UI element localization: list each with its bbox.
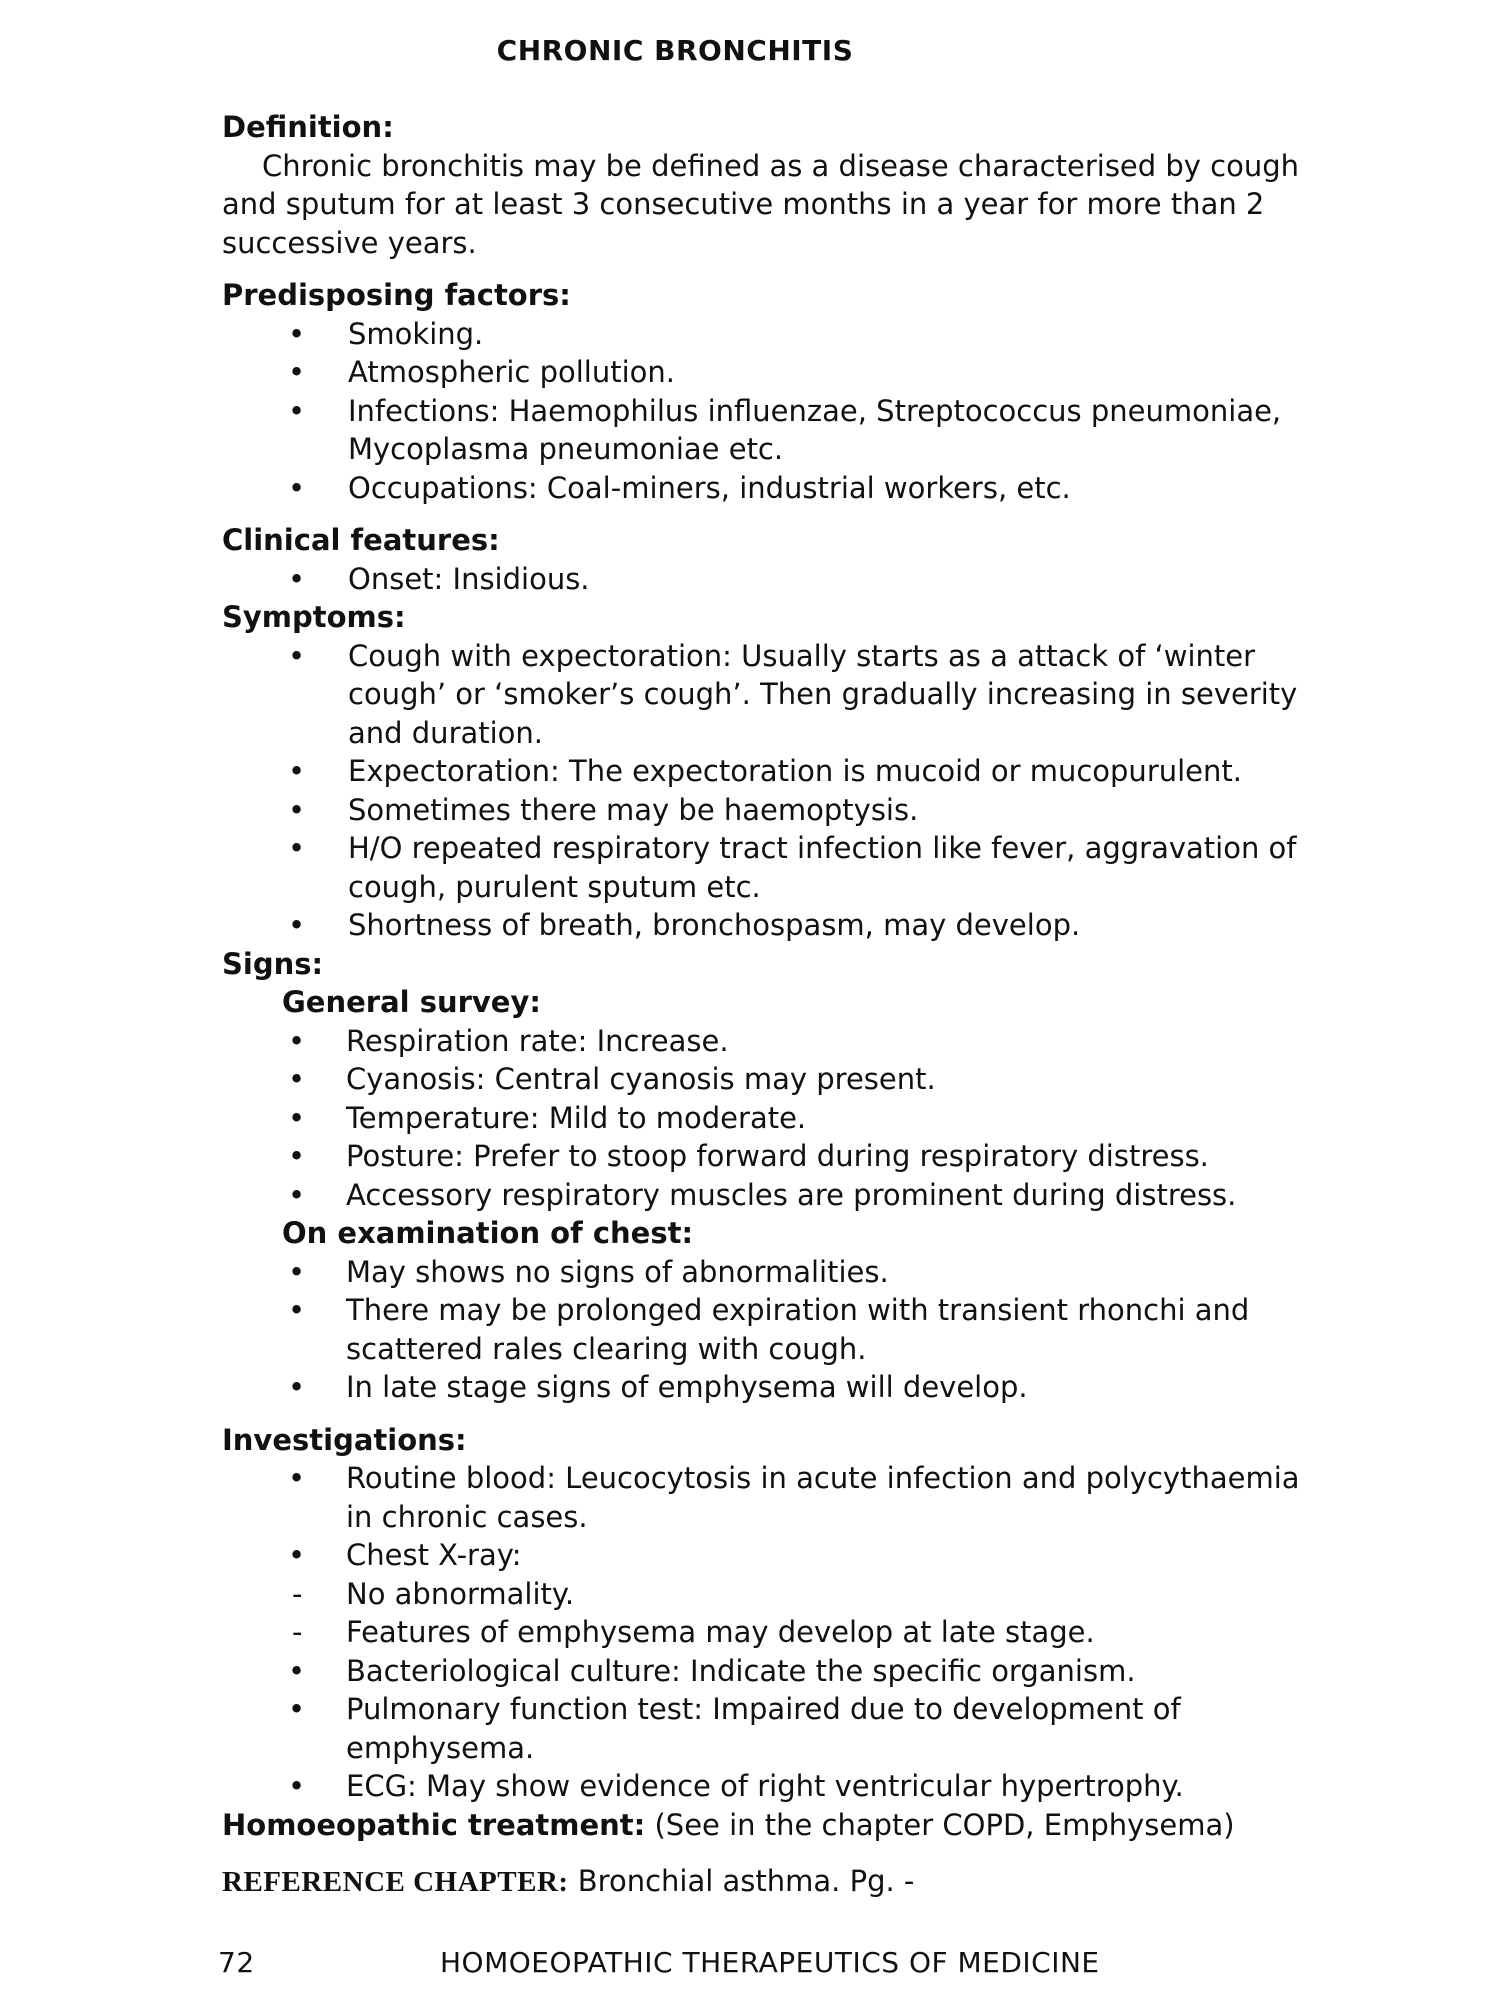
list-item: • In late stage signs of emphysema will develop. [222,1368,1322,1407]
page-number: 72 [218,1946,255,1979]
list-item: • Chest X-ray: [222,1536,1322,1575]
list-item: • Atmospheric pollution. [222,353,1322,392]
investigations-list [222,1459,1322,1806]
list-item: • Infections: Haemophilus influenzae, Streptococcus pneumoniae, Mycoplasma pneumoniae etc. [222,392,1322,469]
book-title: HOMOEOPATHIC THERAPEUTICS OF MEDICINE [440,1946,1100,1979]
list-item: • There may be prolonged expiration with transient rhonchi and scattered rales clearing with cough. [222,1291,1322,1368]
list-item: • Temperature: Mild to moderate. [222,1099,1322,1138]
chest-exam-heading: On examination of chest: [282,1216,694,1250]
list-item: - No abnormality. [222,1575,1322,1614]
clinical-heading: Clinical features: [222,523,500,557]
treatment-heading: Homoeopathic treatment: [222,1807,646,1842]
definition-text: Chronic bronchitis may be defined as a disease characterised by cough and sputum for at least 3 consecutive months in a year for more than 2 successive years. [222,148,1300,260]
list-item: • Accessory respiratory muscles are prominent during distress. [222,1176,1322,1215]
list-item: - Features of emphysema may develop at late stage. [222,1613,1322,1652]
list-item: • Expectoration: The expectoration is mucoid or mucopurulent. [222,752,1322,791]
list-item: • H/O repeated respiratory tract infection like fever, aggravation of cough, purulent sputum etc. [222,829,1322,906]
list-item: • ECG: May show evidence of right ventricular hypertrophy. [222,1767,1322,1806]
predisposing-list [222,315,1322,508]
reference-label: REFERENCE CHAPTER: [222,1866,569,1898]
general-survey-list [222,1022,1322,1215]
list-item: • Bacteriological culture: Indicate the specific organism. [222,1652,1322,1691]
treatment-text: (See in the chapter COPD, Emphysema) [654,1807,1235,1842]
list-item: • Sometimes there may be haemoptysis. [222,791,1322,830]
list-item: • Routine blood: Leucocytosis in acute infection and polycythaemia in chronic cases. [222,1459,1322,1536]
list-item: • Pulmonary function test: Impaired due to development of emphysema. [222,1690,1322,1767]
list-item: • Respiration rate: Increase. [222,1022,1322,1061]
signs-heading: Signs: [222,946,324,981]
general-survey-heading: General survey: [282,985,541,1019]
clinical-list [222,560,1322,599]
definition-heading: Definition: [222,110,394,144]
list-item: • Cough with expectoration: Usually starts as a attack of ‘winter cough’ or ‘smoker’s cough’. Then gradually increasing in severity and duration. [222,637,1322,753]
list-item: • Occupations: Coal-miners, industrial workers, etc. [222,469,1322,508]
page-content [222,108,1322,1902]
reference-text: Bronchial asthma. Pg. - [577,1864,915,1898]
symptoms-heading: Symptoms: [222,600,406,634]
list-item: • Shortness of breath, bronchospasm, may develop. [222,906,1322,945]
chest-exam-list [222,1253,1322,1407]
list-item: • Posture: Prefer to stoop forward during respiratory distress. [222,1137,1322,1176]
predisposing-heading: Predisposing factors: [222,278,571,312]
list-item: • Smoking. [222,315,1322,354]
page-title: CHRONIC BRONCHITIS [496,34,854,67]
list-item: • Onset: Insidious. [222,560,1322,599]
list-item: • May shows no signs of abnormalities. [222,1253,1322,1292]
list-item: • Cyanosis: Central cyanosis may present. [222,1060,1322,1099]
investigations-heading: Investigations: [222,1422,467,1457]
treatment-line [222,1806,1322,1845]
symptoms-list [222,637,1322,945]
reference-line [222,1862,1322,1902]
